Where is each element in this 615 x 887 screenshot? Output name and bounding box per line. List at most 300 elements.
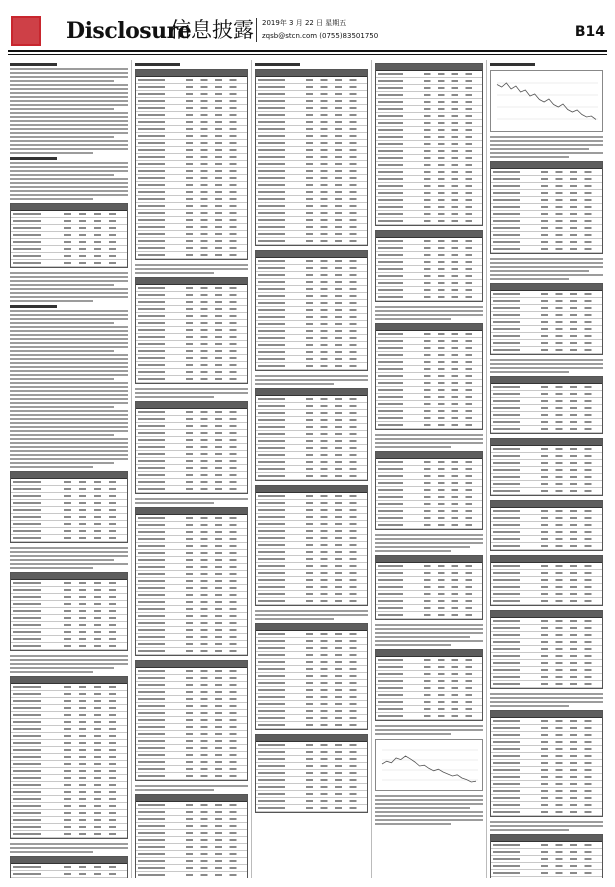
- fine-print-line: [375, 628, 483, 630]
- table-row: [491, 333, 602, 340]
- table-row: [136, 341, 247, 348]
- fine-print-line: [375, 636, 470, 638]
- table-row: [136, 133, 247, 140]
- table-row: [256, 777, 367, 784]
- fine-print-line: [10, 454, 128, 456]
- table-row: [11, 528, 127, 535]
- table-row: [136, 738, 247, 745]
- table-row: [491, 197, 602, 204]
- fine-print-line: [10, 559, 114, 561]
- table-row: [491, 169, 602, 176]
- table-row: [136, 196, 247, 203]
- table-row: [11, 747, 127, 754]
- table-row: [256, 133, 367, 140]
- table-row: [256, 445, 367, 452]
- table-row: [376, 338, 482, 345]
- table-row: [376, 480, 482, 487]
- fine-print-line: [375, 318, 451, 320]
- fine-print-line: [490, 278, 569, 280]
- fine-print-line: [490, 825, 603, 827]
- table-row: [136, 320, 247, 327]
- fine-print-line: [10, 310, 128, 312]
- table-row: [256, 701, 367, 708]
- table-row: [376, 713, 482, 720]
- table-row: [491, 536, 602, 543]
- table-row: [136, 224, 247, 231]
- table-row: [491, 347, 602, 354]
- table-row: [491, 239, 602, 246]
- table-row: [256, 742, 367, 749]
- table-row: [136, 355, 247, 362]
- fine-print-line: [375, 550, 451, 552]
- table-header: [136, 402, 247, 409]
- fine-print-line: [10, 406, 114, 408]
- table-row: [376, 120, 482, 127]
- table-row: [11, 218, 127, 225]
- table-row: [491, 767, 602, 774]
- table-header: [491, 501, 602, 508]
- table-row: [136, 245, 247, 252]
- table-row: [256, 210, 367, 217]
- table-row: [256, 203, 367, 210]
- fine-print-line: [255, 375, 368, 377]
- financial-table: [135, 660, 248, 781]
- table-row: [136, 634, 247, 641]
- table-row: [136, 451, 247, 458]
- table-row: [136, 745, 247, 752]
- table-row: [491, 190, 602, 197]
- table-row: [491, 753, 602, 760]
- fine-print-line: [490, 136, 603, 138]
- table-row: [256, 591, 367, 598]
- fine-print-line: [10, 426, 128, 428]
- table-row: [136, 91, 247, 98]
- fine-print-line: [375, 306, 483, 308]
- table-row: [256, 659, 367, 666]
- table-row: [256, 631, 367, 638]
- table-row: [256, 335, 367, 342]
- table-row: [136, 627, 247, 634]
- table-row: [256, 694, 367, 701]
- table-row: [136, 592, 247, 599]
- table-row: [491, 653, 602, 660]
- table-row: [256, 763, 367, 770]
- table-row: [491, 877, 602, 878]
- table-row: [11, 864, 127, 871]
- table-row: [136, 578, 247, 585]
- table-row: [491, 522, 602, 529]
- table-row: [491, 870, 602, 877]
- table-row: [491, 419, 602, 426]
- table-header: [11, 573, 127, 580]
- table-row: [136, 682, 247, 689]
- fine-print-line: [10, 398, 128, 400]
- financial-table: [255, 485, 368, 606]
- table-row: [11, 684, 127, 691]
- table-header: [491, 377, 602, 384]
- fine-print-line: [10, 338, 128, 340]
- table-row: [256, 798, 367, 805]
- table-row: [376, 699, 482, 706]
- table-row: [256, 666, 367, 673]
- financial-table: [10, 471, 128, 543]
- table-row: [136, 809, 247, 816]
- fine-print-line: [490, 266, 603, 268]
- table-row: [256, 687, 367, 694]
- fine-print-line: [10, 462, 114, 464]
- table-row: [11, 789, 127, 796]
- fine-print-line: [375, 624, 483, 626]
- table-row: [376, 657, 482, 664]
- table-row: [136, 161, 247, 168]
- table-row: [256, 577, 367, 584]
- table-row: [136, 703, 247, 710]
- masthead-title: Disclosure: [66, 18, 192, 44]
- fine-print-line: [490, 270, 589, 272]
- table-row: [136, 299, 247, 306]
- table-row: [491, 856, 602, 863]
- table-row: [11, 733, 127, 740]
- table-header: [256, 70, 367, 77]
- table-row: [136, 77, 247, 84]
- table-row: [256, 119, 367, 126]
- table-row: [256, 265, 367, 272]
- column-4: [375, 60, 483, 878]
- fine-print-line: [10, 72, 128, 74]
- financial-table: [490, 500, 603, 551]
- fine-print-line: [10, 280, 128, 282]
- financial-table: [255, 734, 368, 813]
- fine-print-line: [10, 402, 128, 404]
- table-row: [11, 817, 127, 824]
- table-row: [491, 405, 602, 412]
- table-row: [376, 415, 482, 422]
- table-row: [491, 802, 602, 809]
- fine-print-line: [135, 785, 248, 787]
- fine-print-line: [10, 96, 128, 98]
- table-row: [491, 681, 602, 688]
- table-row: [256, 279, 367, 286]
- table-row: [11, 796, 127, 803]
- fine-print-line: [10, 84, 128, 86]
- table-row: [256, 528, 367, 535]
- fine-print-line: [10, 296, 128, 298]
- table-row: [136, 515, 247, 522]
- fine-print-line: [135, 502, 214, 504]
- table-row: [256, 791, 367, 798]
- table-row: [256, 272, 367, 279]
- table-row: [376, 259, 482, 266]
- fine-print-line: [10, 178, 128, 180]
- financial-table: [375, 649, 483, 721]
- fine-print-line: [375, 807, 470, 809]
- financial-table: [375, 323, 483, 430]
- table-row: [491, 774, 602, 781]
- fine-print-line: [490, 705, 569, 707]
- table-row: [136, 112, 247, 119]
- table-row: [136, 175, 247, 182]
- fine-print-line: [135, 264, 248, 266]
- table-row: [376, 169, 482, 176]
- fine-print-line: [490, 156, 569, 158]
- fine-print-line: [10, 182, 128, 184]
- table-row: [376, 204, 482, 211]
- table-row: [491, 246, 602, 253]
- table-row: [256, 363, 367, 370]
- table-row: [376, 401, 482, 408]
- fine-print-line: [10, 563, 128, 565]
- table-row: [376, 190, 482, 197]
- table-row: [256, 473, 367, 480]
- table-row: [11, 691, 127, 698]
- table-row: [136, 710, 247, 717]
- table-row: [376, 387, 482, 394]
- table-row: [11, 782, 127, 789]
- table-row: [491, 781, 602, 788]
- fine-print-line: [10, 851, 93, 853]
- financial-table: [135, 794, 248, 878]
- table-row: [491, 319, 602, 326]
- table-row: [491, 305, 602, 312]
- table-row: [491, 391, 602, 398]
- table-row: [11, 615, 127, 622]
- table-row: [376, 176, 482, 183]
- table-row: [376, 459, 482, 466]
- table-row: [256, 673, 367, 680]
- table-row: [376, 218, 482, 225]
- table-row: [256, 417, 367, 424]
- fine-print-line: [10, 422, 128, 424]
- table-row: [256, 286, 367, 293]
- table-row: [376, 273, 482, 280]
- table-row: [136, 766, 247, 773]
- table-row: [376, 211, 482, 218]
- table-row: [136, 858, 247, 865]
- fine-print-line: [375, 819, 483, 821]
- financial-table: [135, 277, 248, 384]
- table-row: [11, 260, 127, 267]
- financial-table: [10, 676, 128, 839]
- table-row: [256, 154, 367, 161]
- table-row: [136, 182, 247, 189]
- fine-print-line: [10, 671, 93, 673]
- fine-print-line: [490, 144, 603, 146]
- fine-print-line: [10, 140, 128, 142]
- table-row: [256, 161, 367, 168]
- table-row: [491, 412, 602, 419]
- fine-print-line: [10, 342, 128, 344]
- table-row: [376, 570, 482, 577]
- table-row: [136, 837, 247, 844]
- table-row: [136, 823, 247, 830]
- fine-print-line: [10, 116, 128, 118]
- table-row: [376, 280, 482, 287]
- column-2: [135, 60, 248, 878]
- fine-print-line: [375, 534, 483, 536]
- table-row: [256, 189, 367, 196]
- table-row: [136, 557, 247, 564]
- fine-print-line: [10, 104, 128, 106]
- table-row: [136, 830, 247, 837]
- financial-table: [135, 69, 248, 260]
- table-row: [256, 356, 367, 363]
- table-row: [491, 646, 602, 653]
- table-row: [376, 584, 482, 591]
- fine-print-line: [10, 88, 128, 90]
- table-row: [376, 394, 482, 401]
- fine-print-line: [10, 450, 128, 452]
- table-row: [491, 718, 602, 725]
- table-row: [256, 598, 367, 605]
- table-row: [376, 155, 482, 162]
- table-header: [491, 556, 602, 563]
- table-row: [256, 556, 367, 563]
- table-row: [491, 842, 602, 849]
- fine-print-line: [10, 394, 128, 396]
- financial-table: [135, 507, 248, 656]
- table-row: [136, 550, 247, 557]
- fine-print-line: [10, 186, 128, 188]
- fine-print-line: [490, 258, 603, 260]
- financial-table: [255, 623, 368, 730]
- fine-print-line: [135, 498, 248, 500]
- table-row: [376, 352, 482, 359]
- table-row: [136, 430, 247, 437]
- table-row: [256, 403, 367, 410]
- table-row: [136, 668, 247, 675]
- table-row: [136, 376, 247, 383]
- table-row: [256, 749, 367, 756]
- table-row: [491, 591, 602, 598]
- table-row: [11, 521, 127, 528]
- table-header: [256, 389, 367, 396]
- table-row: [136, 334, 247, 341]
- fine-print-line: [490, 371, 569, 373]
- table-row: [256, 307, 367, 314]
- table-row: [136, 154, 247, 161]
- table-row: [491, 660, 602, 667]
- table-row: [136, 119, 247, 126]
- financial-table: [10, 203, 128, 268]
- table-header: [376, 650, 482, 657]
- table-row: [376, 238, 482, 245]
- fine-print-line: [10, 414, 128, 416]
- table-row: [11, 246, 127, 253]
- table-row: [136, 641, 247, 648]
- fine-print-line: [10, 166, 128, 168]
- table-row: [136, 231, 247, 238]
- table-row: [11, 622, 127, 629]
- table-row: [256, 805, 367, 812]
- table-row: [491, 218, 602, 225]
- table-row: [11, 225, 127, 232]
- table-row: [136, 327, 247, 334]
- table-header: [256, 251, 367, 258]
- fine-print-line: [10, 346, 128, 348]
- table-row: [136, 189, 247, 196]
- table-header: [376, 231, 482, 238]
- table-row: [491, 340, 602, 347]
- fine-print-line: [375, 538, 483, 540]
- table-row: [491, 570, 602, 577]
- fine-print-line: [10, 330, 128, 332]
- page-number: B14: [574, 24, 605, 40]
- financial-table: [490, 610, 603, 689]
- table-row: [256, 314, 367, 321]
- table-row: [136, 571, 247, 578]
- table-row: [136, 724, 247, 731]
- fine-print-line: [375, 815, 483, 817]
- table-row: [491, 732, 602, 739]
- fine-print-line: [375, 803, 483, 805]
- fine-print-line: [135, 388, 248, 390]
- financial-table: [255, 250, 368, 371]
- table-row: [136, 416, 247, 423]
- table-row: [376, 162, 482, 169]
- column-1: [10, 60, 128, 878]
- table-row: [491, 474, 602, 481]
- table-row: [256, 238, 367, 245]
- table-row: [256, 321, 367, 328]
- fine-print-line: [10, 288, 128, 290]
- table-row: [376, 373, 482, 380]
- table-row: [136, 285, 247, 292]
- fine-print-line: [375, 314, 483, 316]
- table-row: [491, 176, 602, 183]
- fine-print-line: [375, 542, 483, 544]
- fine-print-line: [10, 382, 128, 384]
- table-header: [256, 486, 367, 493]
- fine-print-line: [490, 701, 603, 703]
- table-row: [136, 369, 247, 376]
- table-row: [256, 638, 367, 645]
- fine-print-line: [10, 120, 128, 122]
- table-row: [491, 453, 602, 460]
- table-row: [256, 466, 367, 473]
- column-separator: [486, 60, 487, 878]
- fine-print-line: [375, 442, 483, 444]
- fine-print-line: [10, 362, 128, 364]
- table-row: [11, 493, 127, 500]
- table-header: [491, 711, 602, 718]
- table-row: [491, 467, 602, 474]
- table-row: [136, 147, 247, 154]
- masthead-title-cn: 信息披露: [170, 18, 254, 42]
- table-row: [491, 204, 602, 211]
- table-row: [376, 113, 482, 120]
- table-row: [136, 599, 247, 606]
- fine-print-line: [255, 383, 334, 385]
- table-row: [136, 409, 247, 416]
- financial-table: [10, 856, 128, 878]
- table-row: [376, 141, 482, 148]
- table-row: [256, 431, 367, 438]
- table-row: [256, 396, 367, 403]
- financial-table: [490, 438, 603, 496]
- table-row: [136, 773, 247, 780]
- fine-print-line: [375, 640, 483, 642]
- table-row: [376, 671, 482, 678]
- table-row: [136, 844, 247, 851]
- table-row: [136, 872, 247, 878]
- table-row: [11, 253, 127, 260]
- table-row: [256, 126, 367, 133]
- table-row: [491, 674, 602, 681]
- table-header: [491, 835, 602, 842]
- fine-print-line: [10, 170, 128, 172]
- table-row: [11, 643, 127, 650]
- fine-print-line: [490, 152, 603, 154]
